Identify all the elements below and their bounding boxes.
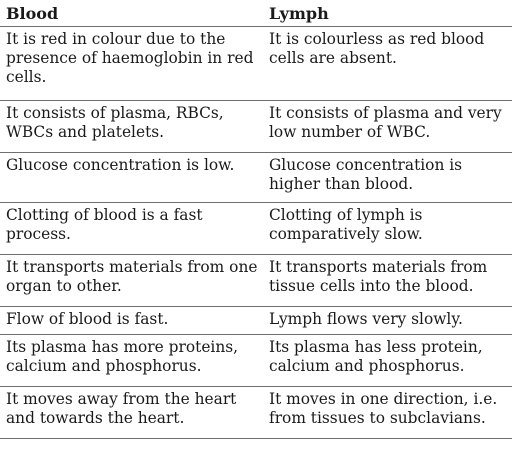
blood-cell: Glucose concentration is low. [0, 152, 264, 202]
table-row [0, 334, 512, 386]
table-row [0, 254, 512, 306]
lymph-cell: It moves in one direction, i.e. from tissues to subclavians. [264, 386, 512, 438]
blood-cell: Its plasma has more proteins, calcium and phosphorus. [0, 334, 264, 386]
header-lymph: Lymph [264, 0, 512, 26]
blood-cell: Flow of blood is fast. [0, 306, 264, 334]
lymph-cell: It is colourless as red blood cells are absent. [264, 26, 512, 100]
blood-cell: It transports materials from one organ to other. [0, 254, 264, 306]
header-row [0, 0, 512, 26]
blood-cell: It consists of plasma, RBCs, WBCs and platelets. [0, 100, 264, 152]
table-row [0, 26, 512, 100]
lymph-cell: Its plasma has less protein, calcium and phosphorus. [264, 334, 512, 386]
blood-cell: It moves away from the heart and towards the heart. [0, 386, 264, 438]
lymph-cell: Lymph flows very slowly. [264, 306, 512, 334]
table-row [0, 386, 512, 438]
lymph-cell: It consists of plasma and very low number of WBC. [264, 100, 512, 152]
lymph-cell: Clotting of lymph is comparatively slow. [264, 202, 512, 254]
header-blood: Blood [0, 0, 264, 26]
lymph-cell: It transports materials from tissue cells into the blood. [264, 254, 512, 306]
table-row [0, 152, 512, 202]
table-row [0, 100, 512, 152]
table-row [0, 202, 512, 254]
lymph-cell: Glucose concentration is higher than blood. [264, 152, 512, 202]
blood-cell: Clotting of blood is a fast process. [0, 202, 264, 254]
blood-cell: It is red in colour due to the presence of haemoglobin in red cells. [0, 26, 264, 100]
table-row [0, 306, 512, 334]
